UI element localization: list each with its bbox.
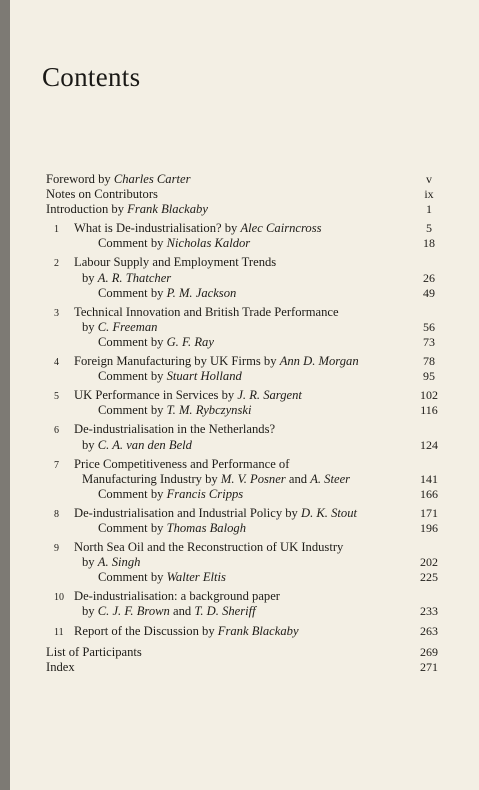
chapter-number: 6: [54, 425, 59, 437]
page-number: 5: [426, 221, 432, 236]
entry-title: Comment by: [98, 369, 167, 384]
entry-title: by: [82, 604, 98, 619]
page-number: 269: [420, 644, 438, 659]
page-number: 271: [420, 659, 438, 674]
entry-text: [74, 255, 276, 270]
toc-entry: [46, 589, 446, 604]
entry-title: Report of the Discussion by: [74, 623, 218, 638]
toc-entry: [46, 403, 446, 418]
toc-entry: [46, 624, 446, 639]
entry-title: De-industrialisation: a background paper: [74, 589, 280, 604]
entry-author: A. Steer: [310, 471, 351, 486]
chapter-number: 1: [54, 224, 59, 236]
entry-text: [46, 202, 208, 217]
entry-title: Comment by: [98, 236, 167, 251]
entry-text: [82, 438, 192, 453]
page-number: 78: [423, 354, 435, 369]
entry-text: [74, 354, 359, 369]
entry-text: [74, 422, 275, 437]
entry-text: [82, 604, 256, 619]
chapter-number: 3: [54, 307, 59, 319]
entry-author: Charles Carter: [113, 172, 191, 186]
page-number: 233: [420, 604, 438, 619]
page-number: v: [426, 172, 432, 186]
toc-entry: [46, 660, 446, 675]
toc-entry: [46, 320, 446, 335]
entry-title: Manufacturing Industry by: [82, 471, 221, 486]
page-number: 73: [423, 334, 435, 349]
entry-title: Comment by: [98, 334, 167, 349]
entry-author: Ann D. Morgan: [279, 354, 359, 369]
entry-title: UK Performance in Services by: [74, 388, 238, 403]
entry-author: C. J. F. Brown: [97, 604, 170, 619]
entry-author: Frank Blackaby: [127, 202, 208, 217]
chapter-number: 7: [54, 459, 59, 471]
entry-author: M. V. Posner: [220, 471, 286, 486]
page-number: 49: [423, 285, 435, 300]
entry-text: [98, 521, 246, 536]
page-number: 141: [420, 471, 438, 486]
entry-title: Comment by: [98, 285, 167, 300]
entry-text: [82, 320, 157, 335]
entry-author: T. M. Rybczynski: [166, 403, 252, 418]
entry-title: Index: [46, 659, 75, 674]
entry-title: Comment by: [98, 520, 167, 535]
entry-title: Comment by: [98, 570, 167, 585]
toc-entry: [46, 555, 446, 570]
toc-entry: [46, 286, 446, 301]
entry-text: [98, 236, 250, 251]
page-number: 1: [426, 202, 432, 217]
chapter-number: 2: [54, 258, 59, 270]
chapter-number: 5: [54, 391, 59, 403]
entry-author: Walter Eltis: [166, 570, 226, 585]
chapter-number: 9: [54, 543, 59, 555]
toc-entry: [46, 422, 446, 437]
entry-text: [74, 624, 299, 639]
toc-entry: [46, 472, 446, 487]
toc-entry: [46, 506, 446, 521]
page-number: 263: [420, 623, 438, 638]
toc-entry: [46, 521, 446, 536]
toc-entry: [46, 369, 446, 384]
entry-author: C. A. van den Beld: [97, 437, 192, 452]
entry-author: Frank Blackaby: [217, 623, 299, 638]
entry-title: by: [82, 437, 98, 452]
entry-author: T. D. Sheriff: [194, 604, 256, 619]
entry-author: Stuart Holland: [166, 369, 242, 384]
entry-author: G. F. Ray: [166, 334, 214, 349]
toc-entry: [46, 305, 446, 320]
page-number: 202: [420, 555, 438, 570]
entry-text: [82, 555, 140, 570]
chapter-number: 11: [54, 626, 64, 638]
entry-title: Foreign Manufacturing by UK Firms by: [74, 354, 280, 369]
entry-author: A. Singh: [97, 555, 141, 570]
entry-author: P. M. Jackson: [166, 285, 237, 300]
entry-author: Francis Cripps: [166, 486, 244, 501]
entry-title: De-industrialisation in the Netherlands?: [74, 422, 276, 437]
entry-text: [82, 271, 171, 286]
toc-entry: [46, 570, 446, 585]
toc-entry: [46, 187, 446, 202]
entry-author: J. R. Sargent: [237, 388, 302, 403]
entry-title: North Sea Oil and the Reconstruction of UK Industry: [74, 540, 344, 555]
entry-title: What is De-industrialisation? by: [74, 221, 241, 236]
entry-title: Technical Innovation and British Trade Performance: [74, 304, 339, 319]
page-number: ix: [424, 187, 434, 202]
toc-entry: [46, 487, 446, 502]
entry-author: C. Freeman: [97, 319, 158, 334]
entry-text: [98, 369, 242, 384]
entry-text: [46, 187, 158, 202]
page-number: 196: [420, 520, 438, 535]
entry-conjunction: and: [169, 604, 195, 619]
toc-entry: [46, 236, 446, 251]
entry-text: [46, 660, 75, 675]
page-number: 26: [423, 270, 435, 285]
toc-entry: [46, 202, 446, 217]
chapter-number: 4: [54, 357, 59, 369]
entry-text: [98, 286, 236, 301]
toc-entry: [46, 172, 446, 187]
toc-entry: [46, 335, 446, 350]
table-of-contents: [46, 172, 446, 675]
page-number: 95: [423, 369, 435, 384]
entry-title: Foreword by: [46, 172, 114, 186]
entry-text: [74, 221, 322, 236]
entry-text: [98, 335, 214, 350]
toc-entry: [46, 354, 446, 369]
toc-entry: [46, 604, 446, 619]
page-number: 116: [420, 403, 438, 418]
entry-title: by: [82, 319, 98, 334]
entry-text: [74, 540, 343, 555]
page-number: 124: [420, 437, 438, 452]
toc-entry: [46, 438, 446, 453]
entry-title: Introduction by: [46, 202, 128, 217]
entry-title: De-industrialisation and Industrial Policy by: [74, 505, 302, 520]
entry-title: Comment by: [98, 403, 167, 418]
entry-text: [98, 487, 243, 502]
entry-title: Comment by: [98, 486, 167, 501]
entry-text: [74, 305, 339, 320]
page-number: 225: [420, 570, 438, 585]
page-number: 166: [420, 486, 438, 501]
entry-text: [82, 472, 350, 487]
entry-title: Notes on Contributors: [46, 187, 158, 202]
toc-entry: [46, 388, 446, 403]
toc-entry: [46, 540, 446, 555]
entry-text: [46, 172, 190, 187]
entry-author: Alec Cairncross: [240, 221, 322, 236]
entry-text: [98, 403, 251, 418]
entry-title: Labour Supply and Employment Trends: [74, 255, 277, 270]
entry-title: Price Competitiveness and Performance of: [74, 456, 290, 471]
toc-entry: [46, 645, 446, 660]
entry-author: D. K. Stout: [301, 505, 357, 520]
entry-text: [46, 645, 142, 660]
toc-entry: [46, 255, 446, 270]
toc-entry: [46, 457, 446, 472]
entry-author: Thomas Balogh: [166, 520, 246, 535]
entry-text: [74, 457, 289, 472]
page-number: 102: [420, 388, 438, 403]
entry-author: Nicholas Kaldor: [166, 236, 251, 251]
page-number: 18: [423, 236, 435, 251]
entry-conjunction: and: [285, 471, 311, 486]
entry-title: by: [82, 555, 98, 570]
page-title: Contents: [42, 62, 141, 92]
entry-text: [74, 589, 280, 604]
entry-text: [98, 570, 226, 585]
toc-entry: [46, 221, 446, 236]
page-number: 56: [423, 319, 435, 334]
chapter-number: 10: [54, 592, 64, 604]
entry-title: by: [82, 270, 98, 285]
entry-title: List of Participants: [46, 644, 142, 659]
book-page: [10, 0, 479, 790]
toc-entry: [46, 271, 446, 286]
page-number: 171: [420, 505, 438, 520]
entry-text: [74, 506, 357, 521]
chapter-number: 8: [54, 508, 59, 520]
entry-author: A. R. Thatcher: [97, 270, 172, 285]
entry-text: [74, 388, 302, 403]
